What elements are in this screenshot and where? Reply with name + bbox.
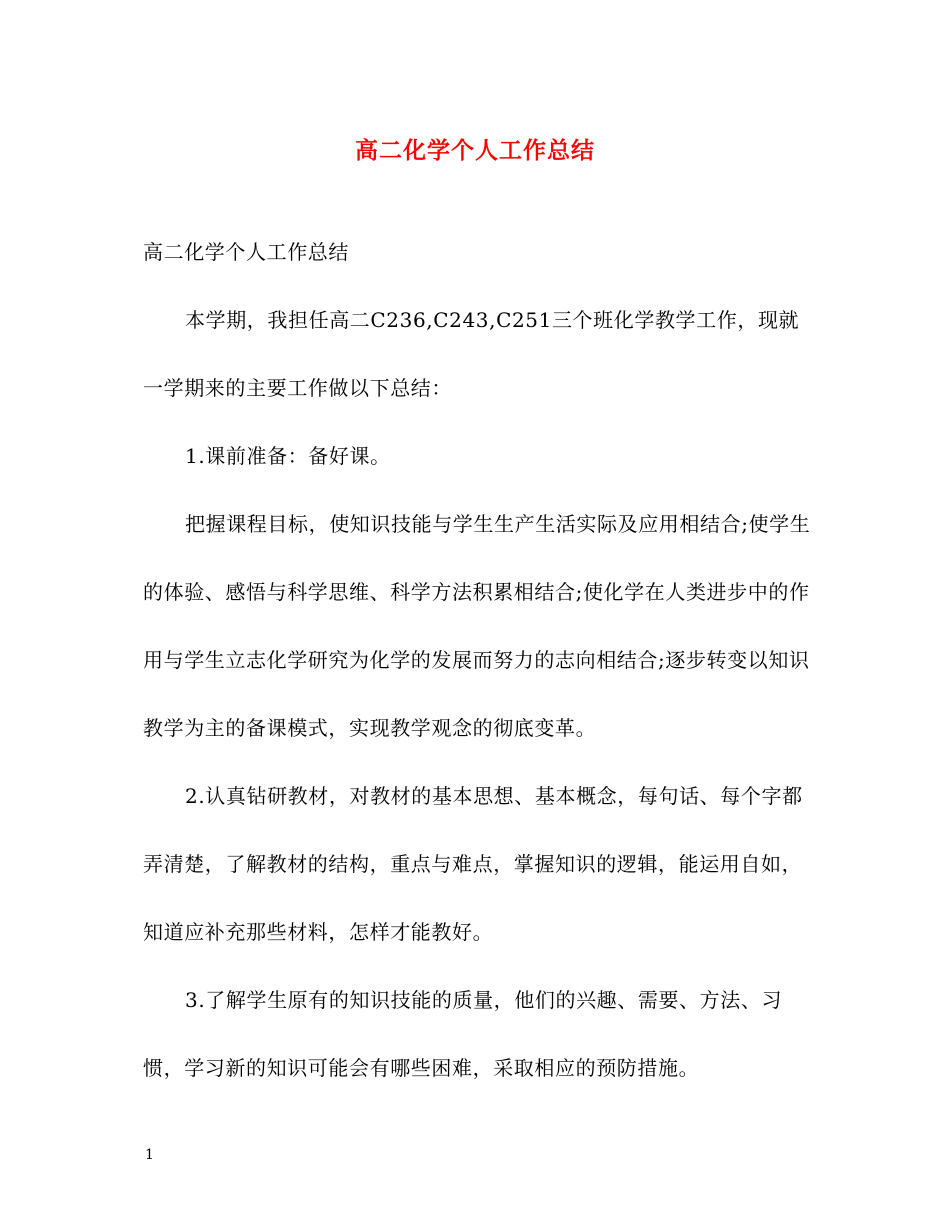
document-body (143, 218, 813, 1102)
paragraph-intro: 本学期，我担任高二C236,C243,C251三个班化学教学工作，现就一学期来的主要工作做以下总结： (143, 308, 800, 400)
document-title: 高二化学个人工作总结 (355, 137, 595, 164)
page-number: 1 (145, 1147, 154, 1163)
paragraph-item-2: 2.认真钻研教材，对教材的基本思想、基本概念，每句话、每个字都弄清楚，了解教材的结构，重点与难点，掌握知识的逻辑，能运用自如，知道应补充那些材料，怎样才能教好。 (143, 784, 803, 944)
paragraph-heading: 高二化学个人工作总结 (143, 240, 349, 264)
paragraph-item-1: 1.课前准备：备好课。 (185, 444, 391, 468)
paragraph-course-goals: 把握课程目标，使知识技能与学生生产生活实际及应用相结合;使学生的体验、感悟与科学思维、科学方法积累相结合;使化学在人类进步中的作用与学生立志化学研究为化学的发展而努力的志向相结合;逐步转变以知识教学为主的备课模式，实现教学观念的彻底变革。 (143, 512, 811, 740)
paragraph-item-3: 3.了解学生原有的知识技能的质量，他们的兴趣、需要、方法、习惯，学习新的知识可能会有哪些困难，采取相应的预防措施。 (143, 988, 783, 1080)
